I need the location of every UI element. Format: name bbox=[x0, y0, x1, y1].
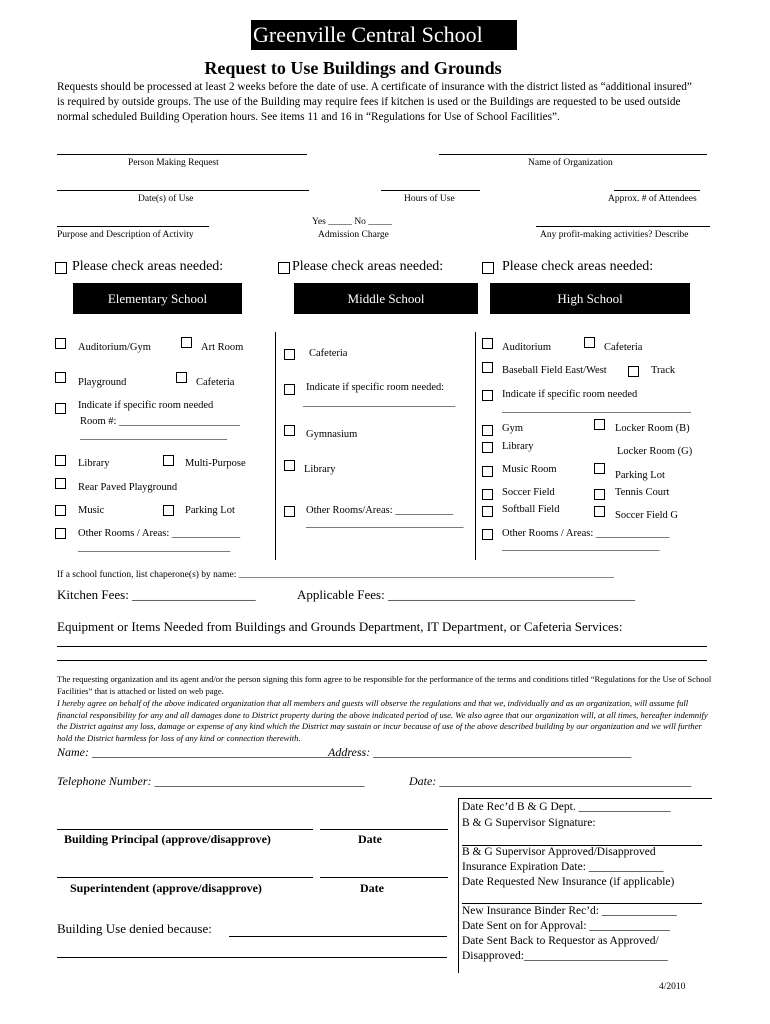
supervisor-signature-label: B & G Supervisor Signature: bbox=[462, 817, 596, 829]
high-indicate-label: Indicate if specific room needed bbox=[502, 389, 638, 400]
elementary-other-checkbox[interactable] bbox=[55, 528, 66, 539]
high-cafeteria-label: Cafeteria bbox=[604, 342, 643, 353]
middle-other-line[interactable]: ______________________________ bbox=[306, 518, 464, 529]
high-checkbox[interactable] bbox=[482, 262, 494, 274]
softball-checkbox[interactable] bbox=[482, 506, 493, 517]
middle-heading: Middle School bbox=[294, 283, 478, 314]
elementary-heading: Elementary School bbox=[73, 283, 242, 314]
gymnasium-label: Gymnasium bbox=[306, 429, 358, 440]
baseball-label: Baseball Field East/West bbox=[502, 365, 607, 376]
high-other-checkbox[interactable] bbox=[482, 529, 493, 540]
form-title: Request to Use Buildings and Grounds bbox=[204, 58, 502, 78]
high-parking-checkbox[interactable] bbox=[594, 463, 605, 474]
high-other-line[interactable]: ______________________________ bbox=[502, 541, 660, 552]
telephone-field[interactable]: Telephone Number: ___________________________________ bbox=[57, 774, 365, 788]
auditorium-gym-label: Auditorium/Gym bbox=[78, 342, 151, 353]
dates-label: Date(s) of Use bbox=[138, 194, 194, 204]
elementary-room-checkbox[interactable] bbox=[55, 403, 66, 414]
profit-line[interactable] bbox=[536, 226, 710, 227]
principal-date-line[interactable] bbox=[320, 829, 448, 830]
elementary-check-prompt: Please check areas needed: bbox=[72, 259, 224, 274]
elementary-checkbox[interactable] bbox=[55, 262, 67, 274]
high-library-checkbox[interactable] bbox=[482, 442, 493, 453]
tennis-checkbox[interactable] bbox=[594, 489, 605, 500]
superintendent-label: Superintendent (approve/disapprove) bbox=[70, 881, 262, 895]
playground-label: Playground bbox=[78, 377, 127, 388]
intro-paragraph: Requests should be processed at least 2 weeks before the date of use. A certificate of insurance with the district listed as “additional insured” is required by outside groups. The use of the Building may require fees if kitchen is used or the Buildings are requested to be used outside normal scheduled Building Operation hours. See items 11 and 16 in “Regulations for Use of School Facilities”. bbox=[57, 81, 692, 123]
date-requested-insurance-label: Date Requested New Insurance (if applicable) bbox=[462, 876, 675, 888]
elementary-other-label[interactable]: Other Rooms / Areas: _____________ bbox=[78, 528, 241, 539]
attendees-label: Approx. # of Attendees bbox=[608, 194, 697, 204]
date-received-field[interactable]: Date Rec’d B & G Dept. ________________ bbox=[462, 801, 671, 813]
track-checkbox[interactable] bbox=[628, 366, 639, 377]
middle-other-label[interactable]: Other Rooms/Areas: ___________ bbox=[306, 505, 453, 516]
profit-label: Any profit-making activities? Describe bbox=[540, 230, 689, 240]
elementary-cafeteria-label: Cafeteria bbox=[196, 377, 235, 388]
middle-other-checkbox[interactable] bbox=[284, 506, 295, 517]
date-requested-insurance-line[interactable] bbox=[462, 903, 702, 904]
column-divider bbox=[275, 332, 276, 560]
org-label: Name of Organization bbox=[528, 158, 613, 168]
baseball-checkbox[interactable] bbox=[482, 362, 493, 373]
middle-room-checkbox[interactable] bbox=[284, 384, 295, 395]
high-check-prompt: Please check areas needed: bbox=[502, 259, 654, 274]
principal-label: Building Principal (approve/disapprove) bbox=[64, 832, 271, 846]
middle-library-label: Library bbox=[304, 464, 336, 475]
date-field[interactable]: Date: __________________________________________ bbox=[409, 774, 692, 788]
chaperone-field[interactable]: If a school function, list chaperone(s) by name: _______________________________________________________________________________ bbox=[57, 570, 615, 580]
purpose-label: Purpose and Description of Activity bbox=[57, 230, 194, 240]
name-field[interactable]: Name: ___________________________________________ bbox=[57, 745, 350, 759]
high-room-checkbox[interactable] bbox=[482, 390, 493, 401]
denied-line-2[interactable] bbox=[57, 957, 447, 958]
person-line[interactable] bbox=[57, 154, 307, 155]
high-parking-label: Parking Lot bbox=[615, 470, 665, 481]
high-cafeteria-checkbox[interactable] bbox=[584, 337, 595, 348]
elementary-parking-checkbox[interactable] bbox=[163, 505, 174, 516]
art-room-label: Art Room bbox=[201, 342, 244, 353]
elementary-room-number[interactable]: Room #: _______________________ bbox=[80, 416, 240, 427]
kitchen-fees-field[interactable]: Kitchen Fees: ___________________ bbox=[57, 587, 256, 602]
column-divider bbox=[475, 332, 476, 560]
rear-playground-checkbox[interactable] bbox=[55, 478, 66, 489]
purpose-line[interactable] bbox=[57, 226, 209, 227]
denied-label: Building Use denied because: bbox=[57, 921, 212, 936]
middle-library-checkbox[interactable] bbox=[284, 460, 295, 471]
superintendent-signature-line[interactable] bbox=[57, 877, 313, 878]
terms-paragraph: The requesting organization and its agent and/or the person signing this form agree to be responsible for the performance of the terms and conditions titled “Regulations for the Use of School Facilities” that is attached or listed on web page. bbox=[57, 674, 712, 696]
tennis-label: Tennis Court bbox=[615, 487, 670, 498]
high-library-label: Library bbox=[502, 441, 534, 452]
music-room-checkbox[interactable] bbox=[482, 466, 493, 477]
org-line[interactable] bbox=[439, 154, 707, 155]
multi-purpose-label: Multi-Purpose bbox=[185, 458, 246, 469]
hours-line[interactable] bbox=[381, 190, 480, 191]
date-sent-back-label: Date Sent Back to Requestor as Approved/ bbox=[462, 935, 659, 947]
middle-indicate-label: Indicate if specific room needed: bbox=[306, 382, 445, 393]
indemnity-paragraph: I hereby agree on behalf of the above indicated organization that all members and guests will observe the regulations and that we, individually and as an organization, will assume full financial responsibility for any and all damages done to District property during the above indicated period of use. We also agree that our organization will, at all times, hereafter indemnify the District against any loss, damage or expense of any kind which the District may sustain or incur because of use of the above described building by our organization and we will further hold the District harmless for loss of any kind or connection therewith. bbox=[57, 698, 708, 744]
admission-label: Admission Charge bbox=[318, 230, 389, 240]
locker-g-label: Locker Room (G) bbox=[617, 446, 693, 457]
soccer-g-label: Soccer Field G bbox=[615, 510, 678, 521]
principal-signature-line[interactable] bbox=[57, 829, 313, 830]
form-version: 4/2010 bbox=[659, 982, 686, 992]
softball-label: Softball Field bbox=[502, 504, 560, 515]
playground-checkbox[interactable] bbox=[55, 372, 66, 383]
hours-label: Hours of Use bbox=[404, 194, 455, 204]
soccer-checkbox[interactable] bbox=[482, 489, 493, 500]
gym-checkbox[interactable] bbox=[482, 425, 493, 436]
supervisor-approval-label: B & G Supervisor Approved/Disapproved bbox=[462, 846, 656, 858]
elementary-library-label: Library bbox=[78, 458, 110, 469]
art-room-checkbox[interactable] bbox=[181, 337, 192, 348]
attendees-line[interactable] bbox=[614, 190, 700, 191]
track-label: Track bbox=[651, 365, 676, 376]
disapproved-field[interactable]: Disapproved:_________________________ bbox=[462, 950, 668, 962]
music-label: Music bbox=[78, 505, 105, 516]
elementary-room-line[interactable]: ____________________________ bbox=[80, 430, 227, 441]
soccer-label: Soccer Field bbox=[502, 487, 555, 498]
binder-received-field[interactable]: New Insurance Binder Rec’d: _____________ bbox=[462, 905, 677, 917]
denied-line[interactable] bbox=[229, 936, 447, 937]
music-room-label: Music Room bbox=[502, 464, 557, 475]
soccer-g-checkbox[interactable] bbox=[594, 506, 605, 517]
dates-line[interactable] bbox=[57, 190, 309, 191]
superintendent-date-line[interactable] bbox=[320, 877, 448, 878]
locker-b-checkbox[interactable] bbox=[594, 419, 605, 430]
school-name-banner: Greenville Central School bbox=[251, 20, 517, 50]
multi-purpose-checkbox[interactable] bbox=[163, 455, 174, 466]
music-checkbox[interactable] bbox=[55, 505, 66, 516]
high-other-label[interactable]: Other Rooms / Areas: ______________ bbox=[502, 528, 670, 539]
person-label: Person Making Request bbox=[128, 158, 219, 168]
high-auditorium-label: Auditorium bbox=[502, 342, 551, 353]
high-indicate-line[interactable]: ____________________________________ bbox=[502, 403, 691, 414]
elementary-parking-label: Parking Lot bbox=[185, 505, 235, 516]
high-heading: High School bbox=[490, 283, 690, 314]
middle-cafeteria-checkbox[interactable] bbox=[284, 349, 295, 360]
principal-date-label: Date bbox=[358, 832, 382, 846]
locker-b-label: Locker Room (B) bbox=[615, 423, 690, 434]
high-auditorium-checkbox[interactable] bbox=[482, 338, 493, 349]
middle-cafeteria-label: Cafeteria bbox=[309, 348, 348, 359]
elementary-indicate-label: Indicate if specific room needed bbox=[78, 400, 214, 411]
elementary-other-line[interactable]: _____________________________ bbox=[78, 542, 231, 553]
middle-checkbox[interactable] bbox=[278, 262, 290, 274]
applicable-fees-field[interactable]: Applicable Fees: ______________________________________ bbox=[297, 587, 635, 602]
gymnasium-checkbox[interactable] bbox=[284, 425, 295, 436]
elementary-library-checkbox[interactable] bbox=[55, 455, 66, 466]
gym-label: Gym bbox=[502, 423, 523, 434]
equipment-line-1[interactable] bbox=[57, 646, 707, 647]
date-sent-approval-field[interactable]: Date Sent on for Approval: ______________ bbox=[462, 920, 670, 932]
middle-check-prompt: Please check areas needed: bbox=[292, 259, 444, 274]
elementary-cafeteria-checkbox[interactable] bbox=[176, 372, 187, 383]
yes-no-field[interactable]: Yes _____ No _____ bbox=[312, 217, 393, 227]
insurance-expiration-field[interactable]: Insurance Expiration Date: _____________ bbox=[462, 861, 664, 873]
address-field[interactable]: Address: ___________________________________________ bbox=[328, 745, 632, 759]
middle-indicate-line[interactable]: _____________________________ bbox=[303, 397, 456, 408]
superintendent-date-label: Date bbox=[360, 881, 384, 895]
equipment-line-2[interactable] bbox=[57, 660, 707, 661]
rear-playground-label: Rear Paved Playground bbox=[78, 482, 178, 493]
auditorium-gym-checkbox[interactable] bbox=[55, 338, 66, 349]
equipment-label: Equipment or Items Needed from Buildings and Grounds Department, IT Department, or Cafeteria Services: bbox=[57, 619, 623, 634]
